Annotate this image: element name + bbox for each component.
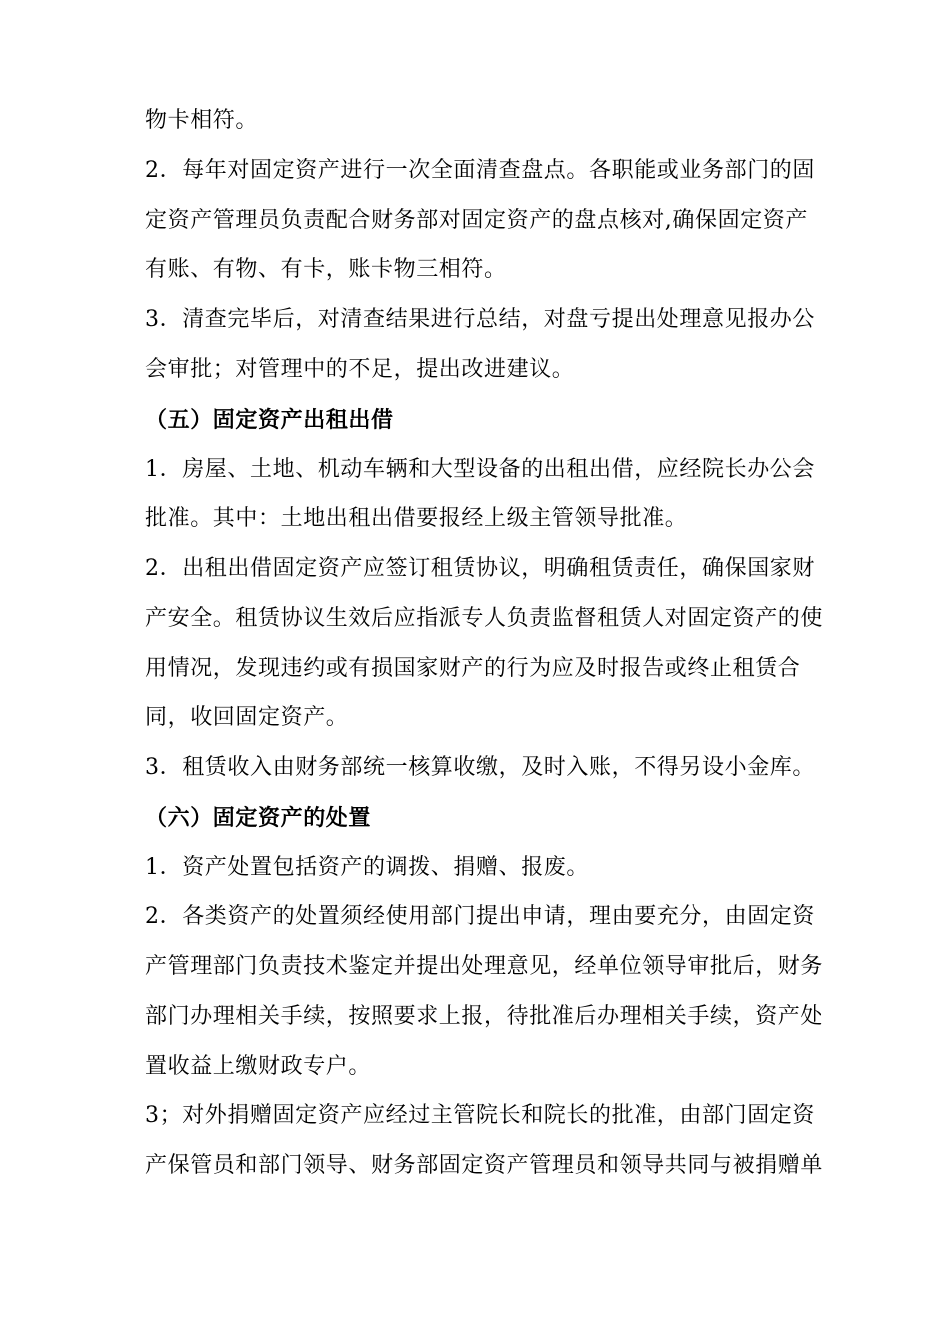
- section-6-item-2-line-1: 2．各类资产的处置须经使用部门提出申请，理由要充分，由固定资: [145, 904, 815, 929]
- section-6-item-2-line-4: 置收益上缴财政专户。: [145, 1054, 372, 1079]
- item-2-annual-inventory-line-1: 2．每年对固定资产进行一次全面清查盘点。各职能或业务部门的固: [145, 158, 815, 183]
- section-heading-5: （五）固定资产出租出借: [145, 407, 394, 433]
- item-2-annual-inventory-line-2: 定资产管理员负责配合财务部对固定资产的盘点核对,确保固定资产: [145, 208, 808, 233]
- section-5-item-3-line-1: 3．租赁收入由财务部统一核算收缴，及时入账，不得另设小金库。: [145, 755, 815, 780]
- section-heading-6: （六）固定资产的处置: [145, 805, 372, 831]
- paragraph-continuation-line: 物卡相符。: [145, 108, 259, 133]
- section-6-item-2-line-3: 部门办理相关手续，按照要求上报，待批准后办理相关手续，资产处: [145, 1004, 824, 1029]
- item-3-inventory-summary-line-1: 3．清查完毕后，对清查结果进行总结，对盘亏提出处理意见报办公: [145, 307, 815, 332]
- section-5-item-1-line-2: 批准。其中：土地出租出借要报经上级主管领导批准。: [145, 506, 688, 531]
- item-2-annual-inventory-line-3: 有账、有物、有卡，账卡物三相符。: [145, 257, 507, 282]
- section-5-item-2-line-4: 同，收回固定资产。: [145, 705, 349, 730]
- section-5-item-2-line-2: 产安全。租赁协议生效后应指派专人负责监督租赁人对固定资产的使: [145, 606, 824, 631]
- section-6-item-3-line-1: 3；对外捐赠固定资产应经过主管院长和院长的批准，由部门固定资: [145, 1103, 815, 1128]
- item-3-inventory-summary-line-2: 会审批；对管理中的不足，提出改进建议。: [145, 357, 575, 382]
- section-5-item-2-line-3: 用情况，发现违约或有损国家财产的行为应及时报告或终止租赁合: [145, 656, 801, 681]
- section-6-item-2-line-2: 产管理部门负责技术鉴定并提出处理意见，经单位领导审批后，财务: [145, 954, 824, 979]
- section-5-item-1-line-1: 1．房屋、土地、机动车辆和大型设备的出租出借，应经院长办公会: [145, 457, 815, 482]
- section-6-item-3-line-2: 产保管员和部门领导、财务部固定资产管理员和领导共同与被捐赠单: [145, 1153, 824, 1178]
- section-5-item-2-line-1: 2．出租出借固定资产应签订租赁协议，明确租赁责任，确保国家财: [145, 556, 815, 581]
- section-6-item-1-line-1: 1．资产处置包括资产的调拨、捐赠、报废。: [145, 855, 589, 880]
